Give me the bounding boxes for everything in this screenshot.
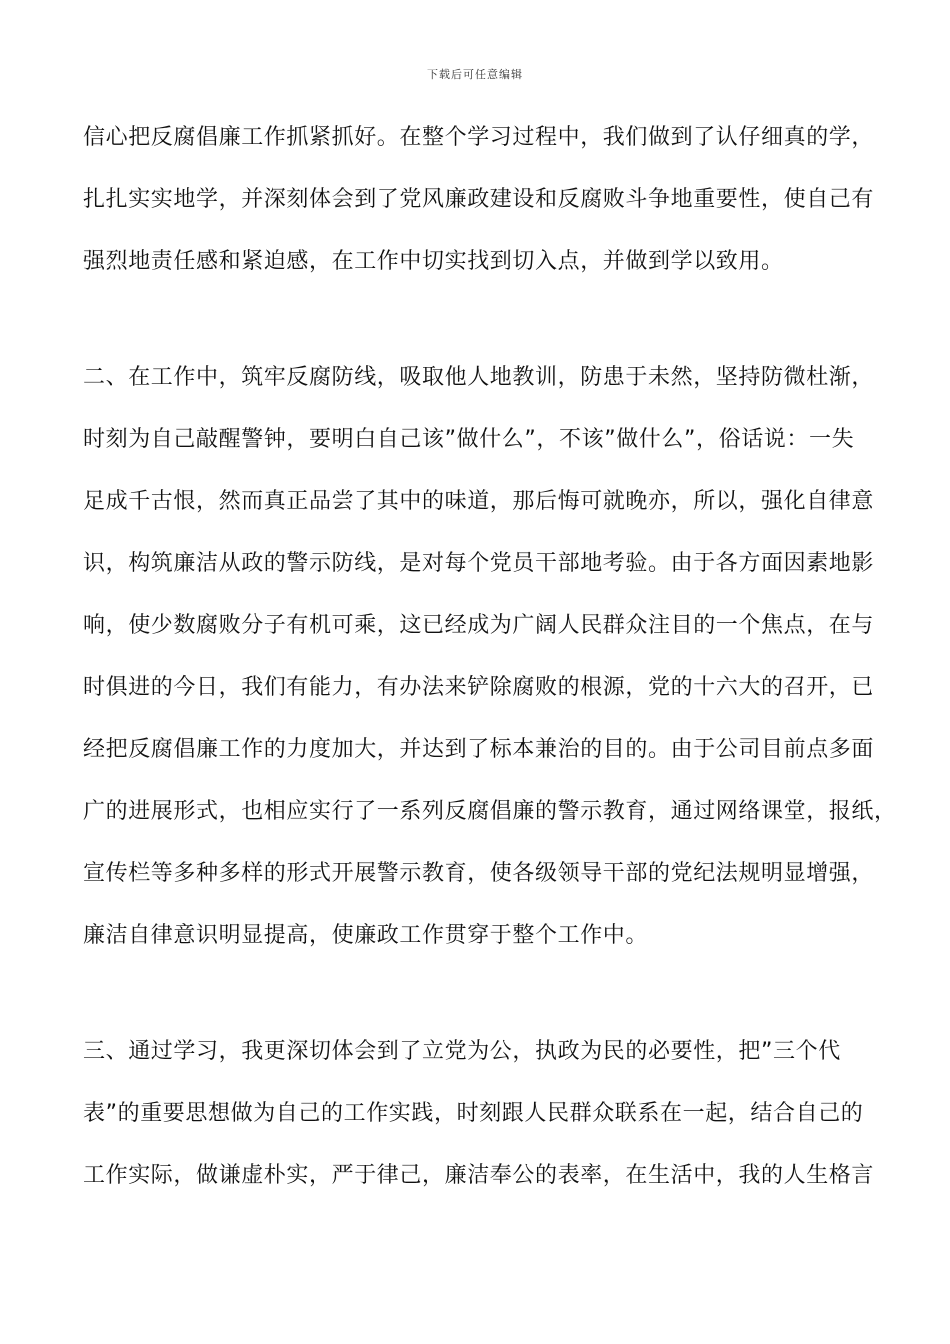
text-line: 时俱进的今日，我们有能力，有办法来铲除腐败的根源，党的十六大的召开，已 — [83, 675, 875, 700]
text-line: 识，构筑廉洁从政的警示防线，是对每个党员干部地考验。由于各方面因素地影 — [83, 551, 875, 576]
page-header: 下载后可任意编辑 — [427, 68, 523, 81]
text-line: 时刻为自己敲醒警钟，要明白自己该”做什么”，不该”做什么”，俗话说：一失 — [83, 427, 855, 452]
text-line: 经把反腐倡廉工作的力度加大，并达到了标本兼治的目的。由于公司目前点多面 — [83, 737, 875, 762]
text-line: 强烈地责任感和紧迫感，在工作中切实找到切入点，并做到学以致用。 — [83, 249, 784, 274]
text-line: 二、在工作中，筑牢反腐防线，吸取他人地教训，防患于未然，坚持防微杜渐， — [83, 365, 875, 390]
text-line: 表”的重要思想做为自己的工作实践，时刻跟人民群众联系在一起，结合自己的 — [83, 1101, 864, 1126]
text-line: 响，使少数腐败分子有机可乘，这已经成为广阔人民群众注目的一个焦点，在与 — [83, 613, 875, 638]
text-line: 宣传栏等多种多样的形式开展警示教育，使各级领导干部的党纪法规明显增强， — [83, 861, 875, 886]
text-line: 三、通过学习，我更深切体会到了立党为公，执政为民的必要性，把”三个代 — [83, 1039, 841, 1064]
text-line: 廉洁自律意识明显提高，使廉政工作贯穿于整个工作中。 — [83, 923, 649, 948]
text-line: 工作实际，做谦虚朴实，严于律己，廉洁奉公的表率，在生活中，我的人生格言 — [83, 1163, 875, 1188]
text-line: 扎扎实实地学，并深刻体会到了党风廉政建设和反腐败斗争地重要性，使自己有 — [83, 187, 875, 212]
text-line: 足成千古恨，然而真正品尝了其中的味道，那后悔可就晚亦，所以，强化自律意 — [83, 489, 875, 514]
text-line: 信心把反腐倡廉工作抓紧抓好。在整个学习过程中，我们做到了认仔细真的学， — [83, 125, 875, 150]
text-line: 广的进展形式，也相应实行了一系列反腐倡廉的警示教育，通过网络课堂，报纸， — [83, 799, 897, 824]
